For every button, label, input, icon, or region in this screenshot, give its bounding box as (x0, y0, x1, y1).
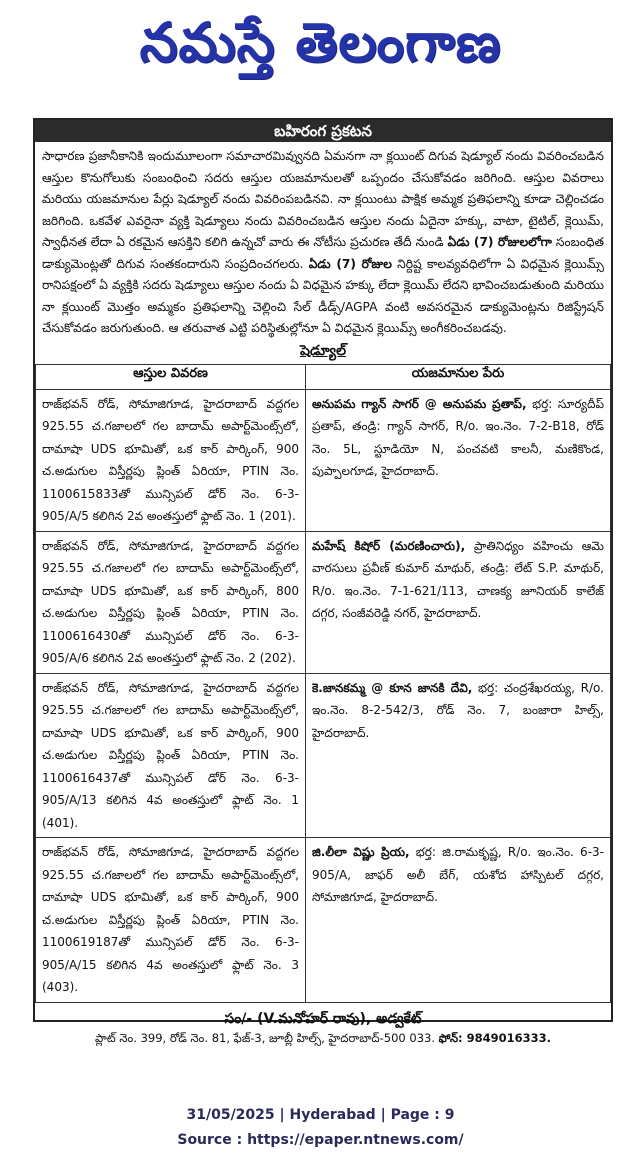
owner-details: ప్రాతినిధ్యం వహించు ఆమె వారసులు ప్రవీణ్ కుమార్ మాథుర్, తండ్రి: లేట్ S.P. మాథుర్, R/o. ఇం.నెం. 7-1-621/113, చాణక్య జూనియర్ కాలేజ్ దగ్గర, సంజీవరెడ్డి నగర్, హైదరాబాద్. (312, 538, 604, 620)
property-description: రాజ్‌భవన్ రోడ్, సోమాజిగూడ, హైదరాబాద్ వద్దగల 925.55 చ.గజాలలో గల బాదామ్ అపార్ట్‌మెంట్స్‌లో, దామాషా UDS భూమితో, ఒక కార్ పార్కింగ్, 900 చ.అడుగుల విస్తీర్ణపు ప్లింత్ ఏరియా, PTIN నెం. 1100619187తో మున్సిపల్ డోర్ నెం. 6-3-905/A/15 కలిగిన 4వ అంతస్తులో ఫ్లాట్ నెం. 3 (403). (36, 838, 306, 1003)
property-description: రాజ్‌భవన్ రోడ్, సోమాజిగూడ, హైదరాబాద్ వద్దగల 925.55 చ.గజాలలో గల బాదామ్ అపార్ట్‌మెంట్స్‌లో, దామాషా UDS భూమితో, ఒక కార్ పార్కింగ్, 900 చ.అడుగుల విస్తీర్ణపు ప్లింత్ ఏరియా, PTIN నెం. 1100615833తో మున్సిపల్ డోర్ నెం. 6-3-905/A/5 కలిగిన 2వ అంతస్తులో ఫ్లాట్ నెం. 1 (201). (36, 389, 306, 531)
owner-cell (306, 673, 611, 838)
intro-bold-deadline: ఏడు (7) రోజులలోగా (447, 235, 552, 249)
table-row (36, 838, 611, 1003)
notice-heading: బహిరంగ ప్రకటన (35, 120, 611, 142)
owner-details: భర్త: చంద్రశేఖరయ్య, R/o. ఇం.నెం. 8-2-542/3, రోడ్ నెం. 7, బంజారా హిల్స్, హైదరాబాద్. (312, 680, 604, 740)
schedule-title: షెడ్యూల్ (299, 342, 347, 359)
newspaper-logo-title: నమస్తే తెలంగాణ (139, 10, 502, 74)
owner-details: భర్త: జి.రామకృష్ణ, R/o. ఇం.నెం. 6-3-905/A, జాఫర్ అలీ బేగ్, యశోద హాస్పిటల్ దగ్గర, సోమాజిగూడ, హైదరాబాద్. (312, 845, 604, 904)
table-row (36, 673, 611, 838)
property-description: రాజ్‌భవన్ రోడ్, సోమాజిగూడ, హైదరాబాద్ వద్దగల 925.55 చ.గజాలలో గల బాదామ్ అపార్ట్‌మెంట్స్‌లో, దామాషా UDS భూమితో, ఒక కార్ పార్కింగ్, 800 చ.అడుగుల విస్తీర్ణపు ప్లింత్ ఏరియా, PTIN నెం. 1100616430తో మున్సిపల్ డోర్ నెం. 6-3-905/A/6 కలిగిన 2వ అంతస్తులో ఫ్లాట్ నెం. 2 (202). (36, 531, 306, 673)
owner-name: మహేష్ కిషోర్ (మరణించారు), (312, 538, 466, 553)
public-notice-ad (33, 118, 613, 1045)
advocate-signature: సం/- (V.మనోహర్ రావు), అడ్వకేట్ (224, 1010, 422, 1027)
table-row (36, 389, 611, 531)
notice-intro-paragraph (35, 142, 611, 340)
owner-name: కె.జానకమ్మ @ కూన జానకి దేవి, (312, 680, 473, 695)
advocate-address (35, 1029, 611, 1047)
column-header-property: ఆస్తుల వివరణ (36, 364, 306, 389)
owner-cell (306, 838, 611, 1003)
owner-name: అనుపమ గ్యాన్ సాగర్ @ అనుపమ ప్రతాప్, (312, 396, 527, 411)
intro-text: సంబంధిత డాక్యుమెంట్లతో దిగువ సంతకందారుని సంప్రదించగలరు. (42, 235, 605, 271)
owner-name: జి.లీలా విష్ణు ప్రియ, (312, 845, 410, 859)
intro-text: సాధారణ ప్రజానీకానికి ఇందుమూలంగా సమాచారమివ్వునది ఏమనగా నా క్లయింట్ దిగువ షెడ్యూల్ నందు వివరించబడిన ఆస్తుల కొనుగోలుకు సంబంధించి సదరు ఆస్తుల యజమానులతో ఒప్పందం చేసుకోవడం జరిగింది. ఆస్తుల వివరాలు మరియు యజమానుల పేర్లు షెడ్యూల్ నందు వివరింపబడినవి. నా క్లయింటు పాక్షిక అమ్మక ప్రతిఫలాన్ని కూడా చెల్లించడం జరిగింది. ఒకవేళ ఎవరైనా వ్యక్తి షెడ్యూలు నందు వివరించబడిన ఆస్తుల నందు ఏదైనా హక్కు, వాటా, టైటిల్, క్లెయిమ్, స్వాధీనత లేదా ఏ రకమైన ఆసక్తిని కలిగి ఉన్నచో వారు ఈ నోటీసు ప్రచురణ తేదీ నుండి (42, 149, 604, 249)
owner-cell (306, 531, 611, 673)
owner-cell (306, 389, 611, 531)
footer-source-link[interactable]: Source : https://epaper.ntnews.com/ (177, 1132, 464, 1148)
footer-date-edition-page: 31/05/2025 | Hyderabad | Page : 9 (186, 1107, 455, 1123)
property-description: రాజ్‌భవన్ రోడ్, సోమాజిగూడ, హైదరాబాద్ వద్దగల 925.55 చ.గజాలలో గల బాదామ్ అపార్ట్‌మెంట్స్‌లో, దామాషా UDS భూమితో, ఒక కార్ పార్కింగ్, 900 చ.అడుగుల విస్తీర్ణపు ప్లింత్ ఏరియా, PTIN నెం. 1100616437తో మున్సిపల్ డోర్ నెం. 6-3-905/A/13 కలిగిన 4వ అంతస్తులో ఫ్లాట్ నెం. 1 (401). (36, 673, 306, 838)
phone-number: ఫోన్: 9849016333. (438, 1030, 552, 1045)
address-text: ప్లాట్ నెం. 399, రోడ్ నెం. 81, ఫేజ్-3, జూబ్లీ హిల్స్, హైదరాబాద్-500 033. (94, 1030, 439, 1045)
intro-bold-period: ఏడు (7) రోజుల (308, 256, 392, 271)
table-row (36, 531, 611, 673)
intro-text: నిర్దిష్ట కాలవ్యవధిలోగా ఏ విధమైన క్లెయిమ్స్ రానిపక్షంలో ఏ వ్యక్తికి సదరు షెడ్యూలు ఆస్తుల నందు ఏ విధమైన హక్కు లేదా క్లెయిమ్ లేదని భావించబడుతుంది మరియు నా క్లయింట్ మొత్తం అమ్మకం ప్రతిఫలాన్ని చెల్లించి సేల్ డీడ్స్/AGPA వంటి అవసరమైన డాక్యుమెంట్లను రిజిస్ట్రేషన్ చేసుకోవడం జరుగుతుంది. ఆ తరువాత ఎట్టి పరిస్థితుల్లోనూ ఏ విధమైన క్లెయిమ్స్ అంగీకరించబడవు. (42, 256, 604, 335)
masthead (0, 0, 641, 98)
column-header-owner: యజమానుల పేరు (306, 364, 611, 389)
owner-details: భర్త: సూర్యదీప్ ప్రతాప్, తండ్రి: గ్యాన్ సాగర్, R/o. ఇం.నెం. 7-2-B18, రోడ్ నెం. 5L, స్టూడియో N, పంచవటి కాలనీ, మణికొండ, పుప్పాలగూడ, హైదరాబాద్. (312, 396, 604, 478)
schedule-header-row (36, 364, 611, 389)
schedule-table (35, 364, 611, 1003)
